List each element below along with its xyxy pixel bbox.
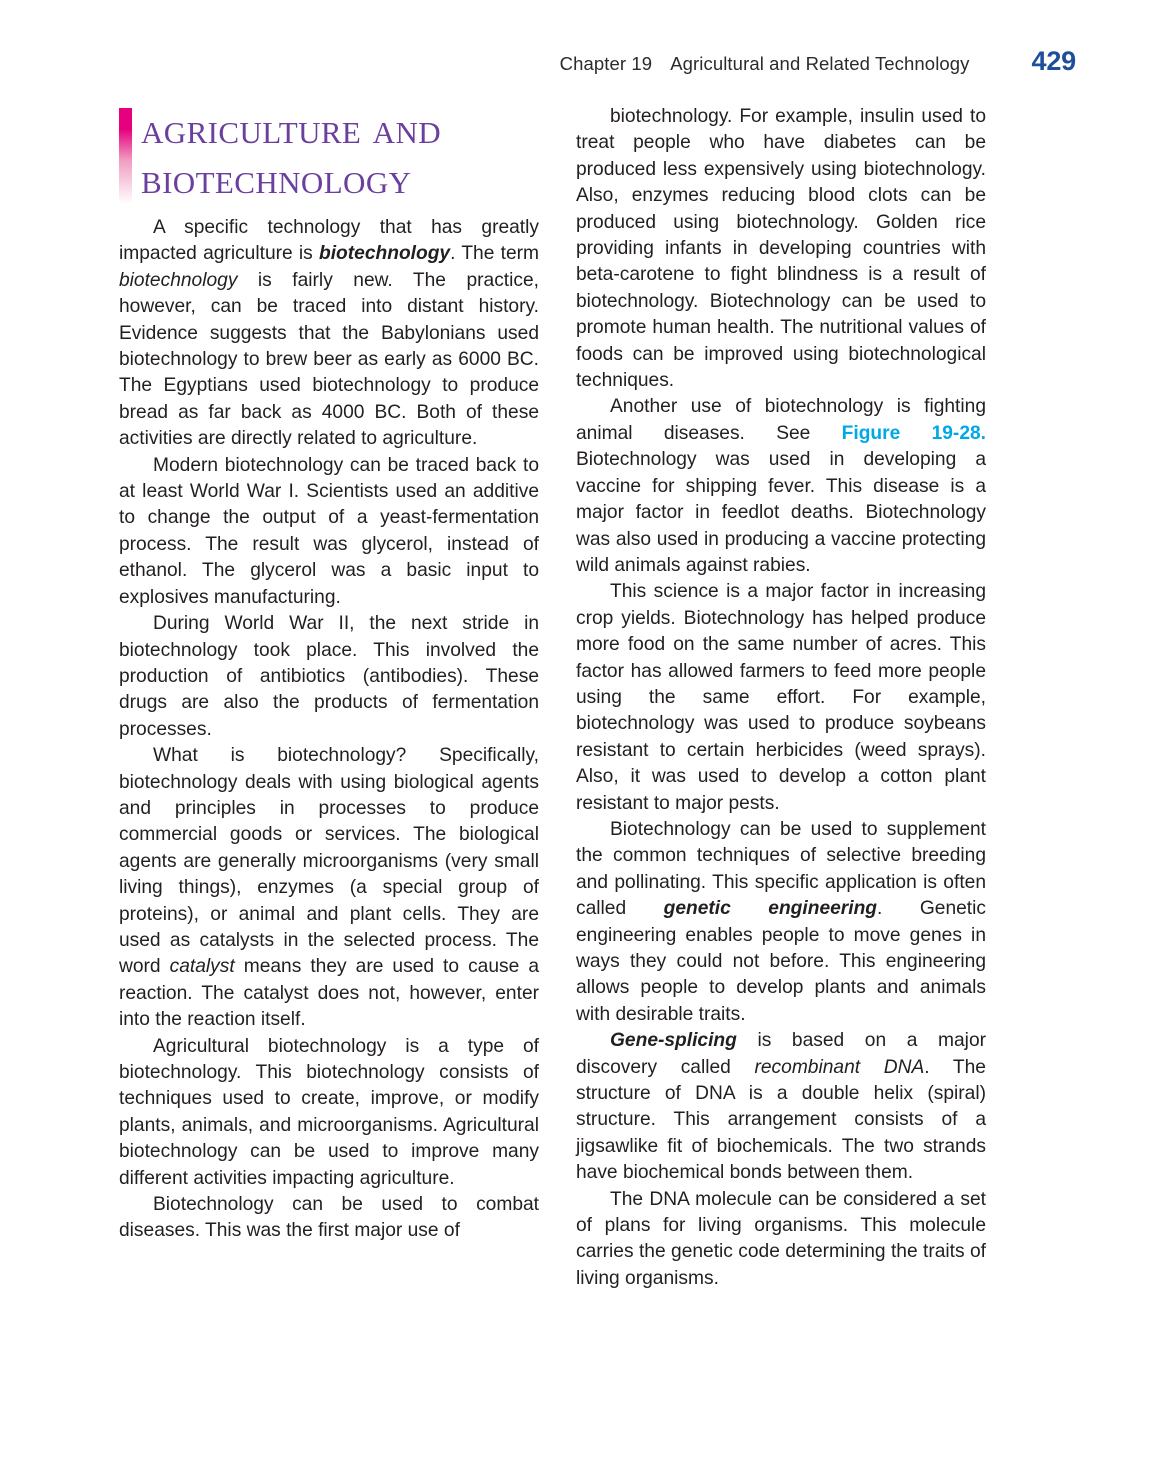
paragraph [576, 1028, 986, 1186]
emphasis-italic: recombinant DNA [754, 1056, 925, 1078]
heading-line-2: biotechnology [141, 154, 412, 203]
paragraph-text: . The term [450, 243, 539, 265]
paragraph-text: is fairly new. The practice, however, can be traced into distant history. Evidence suggests that the Babylonians used biotechnology to brew beer as early as 6000 BC. The Egyptians used biotechnology to produce bread as far back as 4000 BC. Both of these activities are directly related to agriculture. [119, 269, 539, 450]
heading-line-1: agriculture and [141, 104, 442, 153]
paragraph [119, 1192, 539, 1245]
page-number: 429 [1031, 46, 1076, 76]
right-column [576, 104, 986, 1394]
right-column-paragraphs [576, 104, 986, 1292]
paragraph-text: biotechnology. For example, insulin used to treat people who have diabetes can be produced less expensively using biotechnology. Also, enzymes reducing blood clots can be produced using biotechnology. Golden rice providing infants in developing countries with beta-carotene to fight blindness is a result of biotechnology. Biotechnology can be used to promote human health. The nutritional values of foods can be improved using biotechnological techniques. [576, 106, 986, 392]
paragraph [576, 1187, 986, 1293]
paragraph [576, 394, 986, 579]
left-column [119, 104, 539, 1394]
emphasis-bold-italic: Gene-splicing [610, 1030, 737, 1052]
paragraph [119, 743, 539, 1033]
paragraph [576, 104, 986, 394]
left-column-paragraphs [119, 215, 539, 1245]
emphasis-bold-italic: genetic engineering [663, 898, 878, 920]
paragraph-text: is based on a major discovery called [576, 1030, 986, 1078]
paragraph-text: means they are used to cause a reaction. The catalyst does not, however, enter into the reaction itself. [119, 956, 539, 1031]
body-columns [119, 104, 1037, 1394]
paragraph [119, 215, 539, 453]
section-heading [119, 104, 539, 204]
paragraph-text: . Genetic engineering enables people to move genes in ways they could not before. This engineering allows people to develop plants and animals with desirable traits. [576, 898, 986, 1025]
paragraph [119, 453, 539, 611]
paragraph-text: . The structure of DNA is a double helix (spiral) structure. This arrangement consists of a jigsawlike fit of biochemicals. The two strands have biochemical bonds between them. [576, 1056, 986, 1184]
heading-accent-bar [119, 108, 132, 204]
chapter-label: Chapter 19 [559, 53, 653, 74]
paragraph [576, 579, 986, 817]
paragraph-text: What is biotechnology? Specifically, biotechnology deals with using biological agents and principles in processes to produce commercial goods or services. The biological agents are generally microorganisms (very small living things), enzymes (a special group of proteins), or animal and plant cells. They are used as catalysts in the selected process. The word [119, 745, 539, 978]
section-heading-text [141, 104, 539, 204]
chapter-title: Agricultural and Related Technology [670, 53, 970, 74]
paragraph-text: The DNA molecule can be considered a set of plans for living organisms. This molecule carries the genetic code determining the traits of living organisms. [576, 1188, 986, 1289]
emphasis-italic: catalyst [169, 956, 235, 978]
paragraph-text: During World War II, the next stride in biotechnology took place. This involved the production of antibiotics (antibodies). These drugs are also the products of fermentation processes. [119, 613, 539, 740]
paragraph-text: Agricultural biotechnology is a type of biotechnology. This biotechnology consists of techniques used to create, improve, or modify plants, animals, and microorganisms. Agricultural biotechnology can be used to improve many different activities impacting agriculture. [119, 1035, 539, 1189]
emphasis-italic: biotechnology [119, 269, 238, 291]
paragraph-text: Biotechnology was used in developing a vaccine for shipping fever. This disease is a major factor in feedlot deaths. Biotechnology was also used in producing a vaccine protecting wild animals against rabies. [576, 449, 986, 576]
paragraph-text: Modern biotechnology can be traced back to at least World War I. Scientists used an additive to change the output of a yeast-fermentation process. The result was glycerol, instead of ethanol. The glycerol was a basic input to explosives manufacturing. [119, 454, 539, 608]
paragraph-text: Another use of biotechnology is fighting animal diseases. See [576, 396, 986, 444]
paragraph [119, 1034, 539, 1192]
emphasis-bold-italic: biotechnology [319, 243, 451, 265]
paragraph-text: Biotechnology can be used to supplement the common techniques of selective breeding and pollinating. This specific application is often called [576, 818, 986, 920]
paragraph [576, 817, 986, 1028]
paragraph [119, 611, 539, 743]
figure-reference-link[interactable]: Figure 19-28. [841, 422, 986, 444]
running-head [110, 46, 1076, 80]
paragraph-text: A specific technology that has greatly impacted agriculture is [119, 217, 539, 265]
paragraph-text: This science is a major factor in increasing crop yields. Biotechnology has helped produce more food on the same number of acres. This factor has allowed farmers to feed more people using the same effort. For example, biotechnology was used to produce soybeans resistant to certain herbicides (weed sprays). Also, it was used to develop a cotton plant resistant to major pests. [576, 581, 986, 814]
paragraph-text: Biotechnology can be used to combat diseases. This was the first major use of [119, 1194, 539, 1242]
